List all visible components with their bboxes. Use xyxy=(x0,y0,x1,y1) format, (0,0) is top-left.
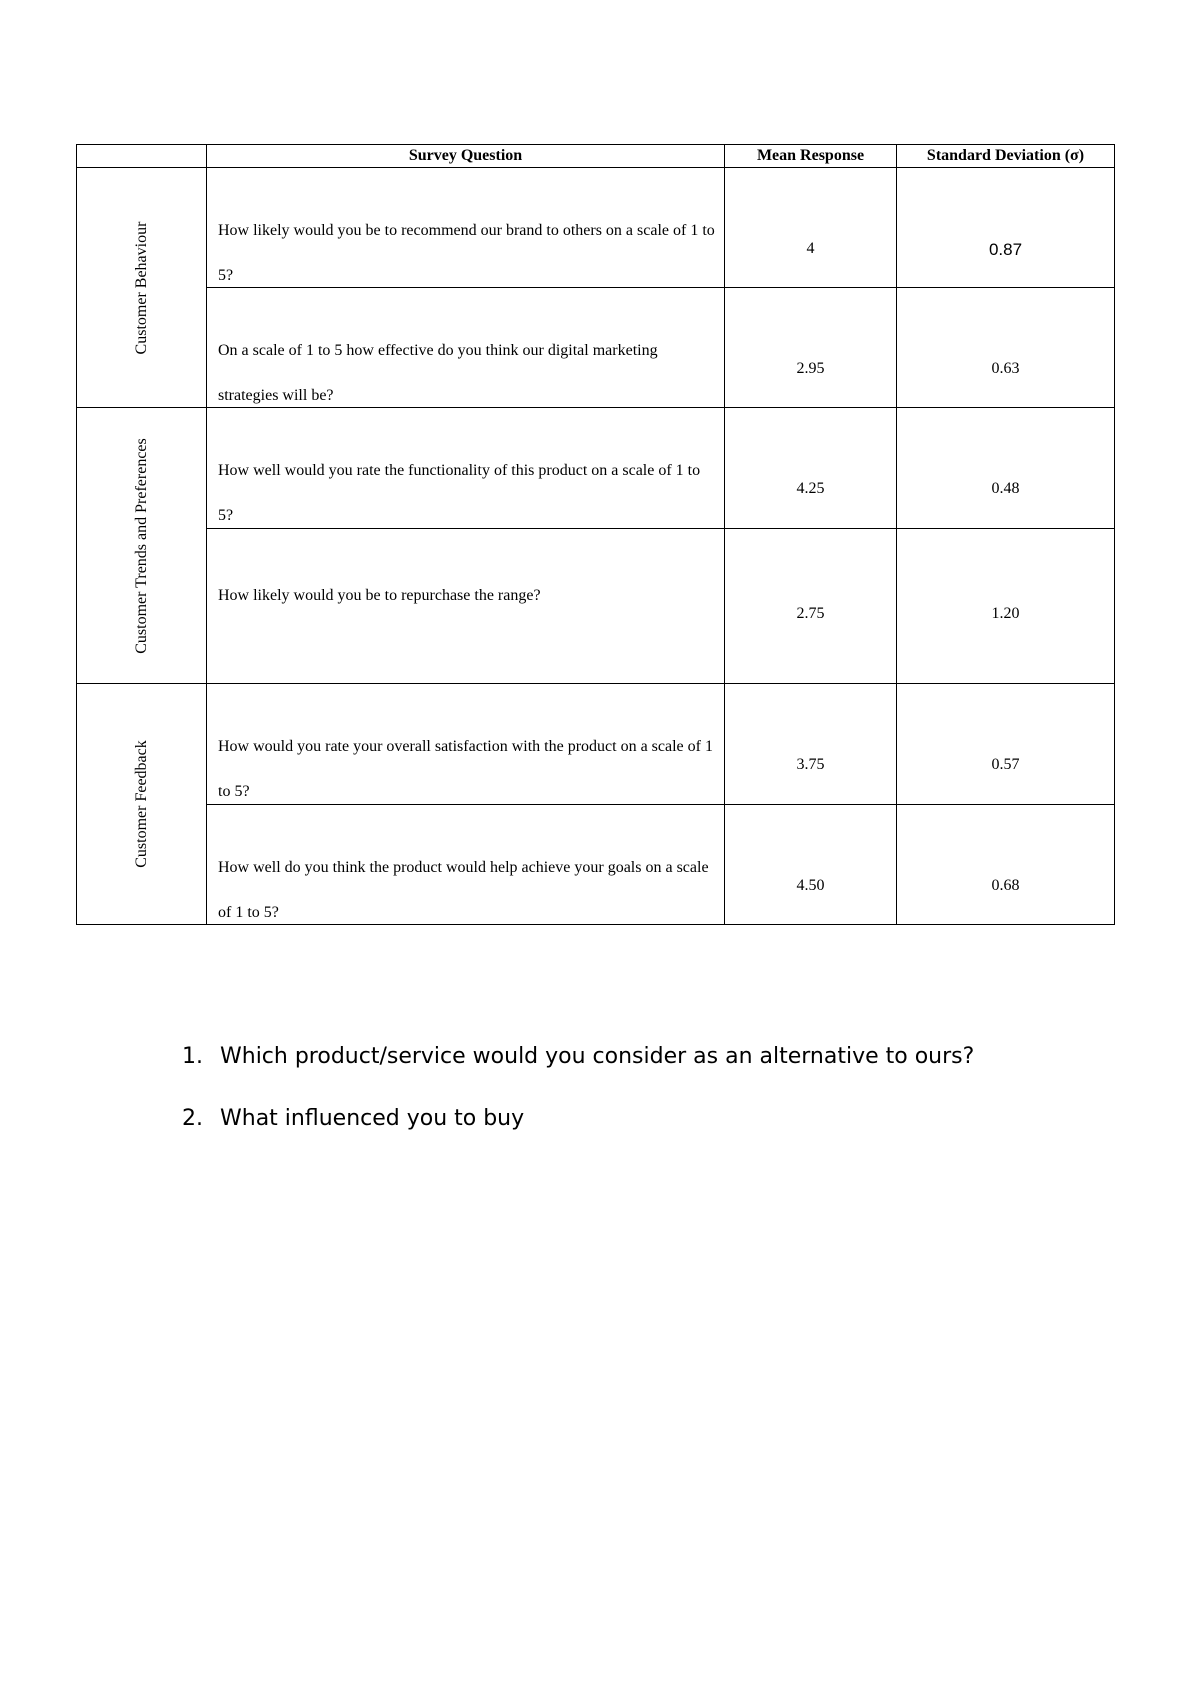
sd-cell xyxy=(897,408,1115,529)
mean-value: 2.95 xyxy=(796,360,825,377)
table-row xyxy=(77,408,1115,529)
sd-value: 1.20 xyxy=(991,605,1020,622)
table-row xyxy=(77,529,1115,684)
table-row xyxy=(77,684,1115,805)
mean-value: 4 xyxy=(806,240,815,257)
sd-cell xyxy=(897,288,1115,408)
question-text: How well do you think the product would help achieve your goals on a scale of 1 to 5? xyxy=(218,859,709,921)
mean-cell xyxy=(725,529,897,684)
sd-cell xyxy=(897,805,1115,925)
mean-value: 4.50 xyxy=(796,877,825,894)
header-mean-response: Mean Response xyxy=(725,145,897,168)
table-row xyxy=(77,168,1115,288)
sd-cell xyxy=(897,168,1115,288)
category-cell xyxy=(77,684,207,925)
sd-value: 0.68 xyxy=(991,877,1020,894)
question-cell xyxy=(207,805,725,925)
table-row xyxy=(77,288,1115,408)
header-standard-deviation: Standard Deviation (σ) xyxy=(897,145,1115,168)
table-header-row xyxy=(77,145,1115,168)
question-text: On a scale of 1 to 5 how effective do you think our digital marketing strategies will be? xyxy=(218,342,658,404)
question-cell xyxy=(207,408,725,529)
list-item-number: 2. xyxy=(182,1106,203,1131)
mean-cell xyxy=(725,684,897,805)
question-text: How would you rate your overall satisfaction with the product on a scale of 1 to 5? xyxy=(218,738,713,800)
table-row xyxy=(77,805,1115,925)
sd-value: 0.63 xyxy=(991,360,1020,377)
sd-cell xyxy=(897,684,1115,805)
sd-value: 0.57 xyxy=(991,756,1020,773)
question-text: How well would you rate the functionality of this product on a scale of 1 to 5? xyxy=(218,462,701,524)
list-item-text: What influenced you to buy xyxy=(220,1106,525,1131)
sd-value: 0.48 xyxy=(991,480,1020,497)
question-cell xyxy=(207,529,725,684)
mean-cell xyxy=(725,288,897,408)
question-text: How likely would you be to recommend our brand to others on a scale of 1 to 5? xyxy=(218,222,715,284)
mean-cell xyxy=(725,168,897,288)
mean-value: 4.25 xyxy=(796,480,825,497)
category-cell xyxy=(77,168,207,408)
header-survey-question: Survey Question xyxy=(207,145,725,168)
category-label: Customer Feedback xyxy=(132,740,150,868)
category-cell xyxy=(77,408,207,684)
survey-results-table xyxy=(76,144,1115,925)
question-cell xyxy=(207,288,725,408)
mean-value: 2.75 xyxy=(796,605,825,622)
mean-value: 3.75 xyxy=(796,756,825,773)
list-item-number: 1. xyxy=(182,1044,203,1069)
question-text: How likely would you be to repurchase the range? xyxy=(218,587,541,604)
list-item-text: Which product/service would you consider as an alternative to ours? xyxy=(220,1044,975,1069)
question-cell xyxy=(207,168,725,288)
list-item xyxy=(182,1104,974,1166)
sd-cell xyxy=(897,529,1115,684)
header-category xyxy=(77,145,207,168)
mean-cell xyxy=(725,805,897,925)
category-label: Customer Trends and Preferences xyxy=(132,437,150,654)
list-item xyxy=(182,1042,974,1104)
followup-question-list xyxy=(182,1042,974,1166)
category-label: Customer Behaviour xyxy=(132,221,150,354)
mean-cell xyxy=(725,408,897,529)
sd-value: 0.87 xyxy=(988,240,1023,259)
question-cell xyxy=(207,684,725,805)
